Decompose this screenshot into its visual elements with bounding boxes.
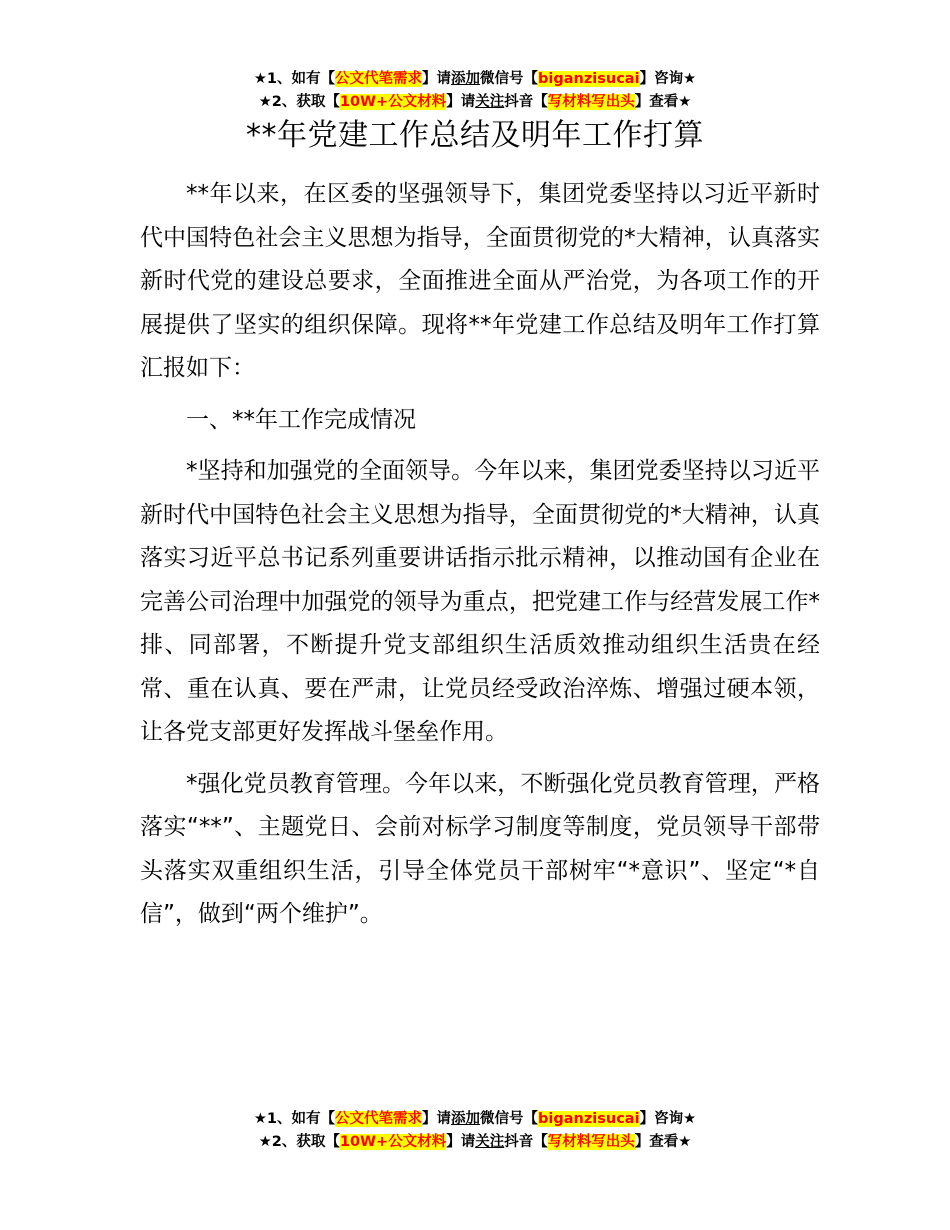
paragraph-intro: **年以来，在区委的坚强领导下，集团党委坚持以习近平新时代中国特色社会主义思想为指导，全面贯彻党的*大精神，认真落实新时代党的建设总要求，全面推进全面从严治党，为各项工作的开展提供了坚实的组织保障。现将**年党建工作总结及明年工作打算汇报如下： bbox=[140, 181, 820, 381]
section-heading: 一、**年工作完成情况 bbox=[186, 406, 416, 433]
highlight-douyin: 写材料写出头 bbox=[547, 1134, 635, 1150]
promo-footer bbox=[0, 1108, 950, 1154]
highlight-ghostwriting: 公文代笔需求 bbox=[335, 1111, 423, 1127]
highlight-douyin: 写材料写出头 bbox=[547, 94, 635, 110]
highlight-wechat-id: biganzisucai bbox=[538, 1111, 640, 1127]
paragraph-leadership: *坚持和加强党的全面领导。今年以来，集团党委坚持以习近平新时代中国特色社会主义思想为指导，全面贯彻党的*大精神，认真落实习近平总书记系列重要讲话指示批示精神，以推动国有企业在完善公司治理中加强党的领导为重点，把党建工作与经营发展工作*排、同部署，不断提升党支部组织生活质效推动组织生活贵在经常、重在认真、要在严肃，让党员经受政治淬炼、增强过硬本领，让各党支部更好发挥战斗堡垒作用。 bbox=[140, 458, 820, 745]
highlight-materials: 10W+公文材料 bbox=[339, 1134, 447, 1150]
document-body bbox=[140, 173, 820, 945]
highlight-ghostwriting: 公文代笔需求 bbox=[335, 71, 423, 87]
promo-line-1: ★1、如有【公文代笔需求】请添加微信号【biganzisucai】咨询★ bbox=[253, 71, 697, 87]
promo-header bbox=[0, 68, 950, 114]
paragraph-education: *强化党员教育管理。今年以来，不断强化党员教育管理，严格落实“**”、主题党日、会前对标学习制度等制度，党员领导干部带头落实双重组织生活，引导全体党员干部树牢“*意识”、坚定“*自信”，做到“两个维护”。 bbox=[140, 770, 820, 927]
highlight-wechat-id: biganzisucai bbox=[538, 71, 640, 87]
promo-line-2: ★2、获取【10W+公文材料】请关注抖音【写材料写出头】查看★ bbox=[258, 1134, 692, 1150]
document-title: **年党建工作总结及明年工作打算 bbox=[246, 118, 704, 153]
promo-line-1: ★1、如有【公文代笔需求】请添加微信号【biganzisucai】咨询★ bbox=[253, 1111, 697, 1127]
promo-line-2: ★2、获取【10W+公文材料】请关注抖音【写材料写出头】查看★ bbox=[258, 94, 692, 110]
highlight-materials: 10W+公文材料 bbox=[339, 94, 447, 110]
